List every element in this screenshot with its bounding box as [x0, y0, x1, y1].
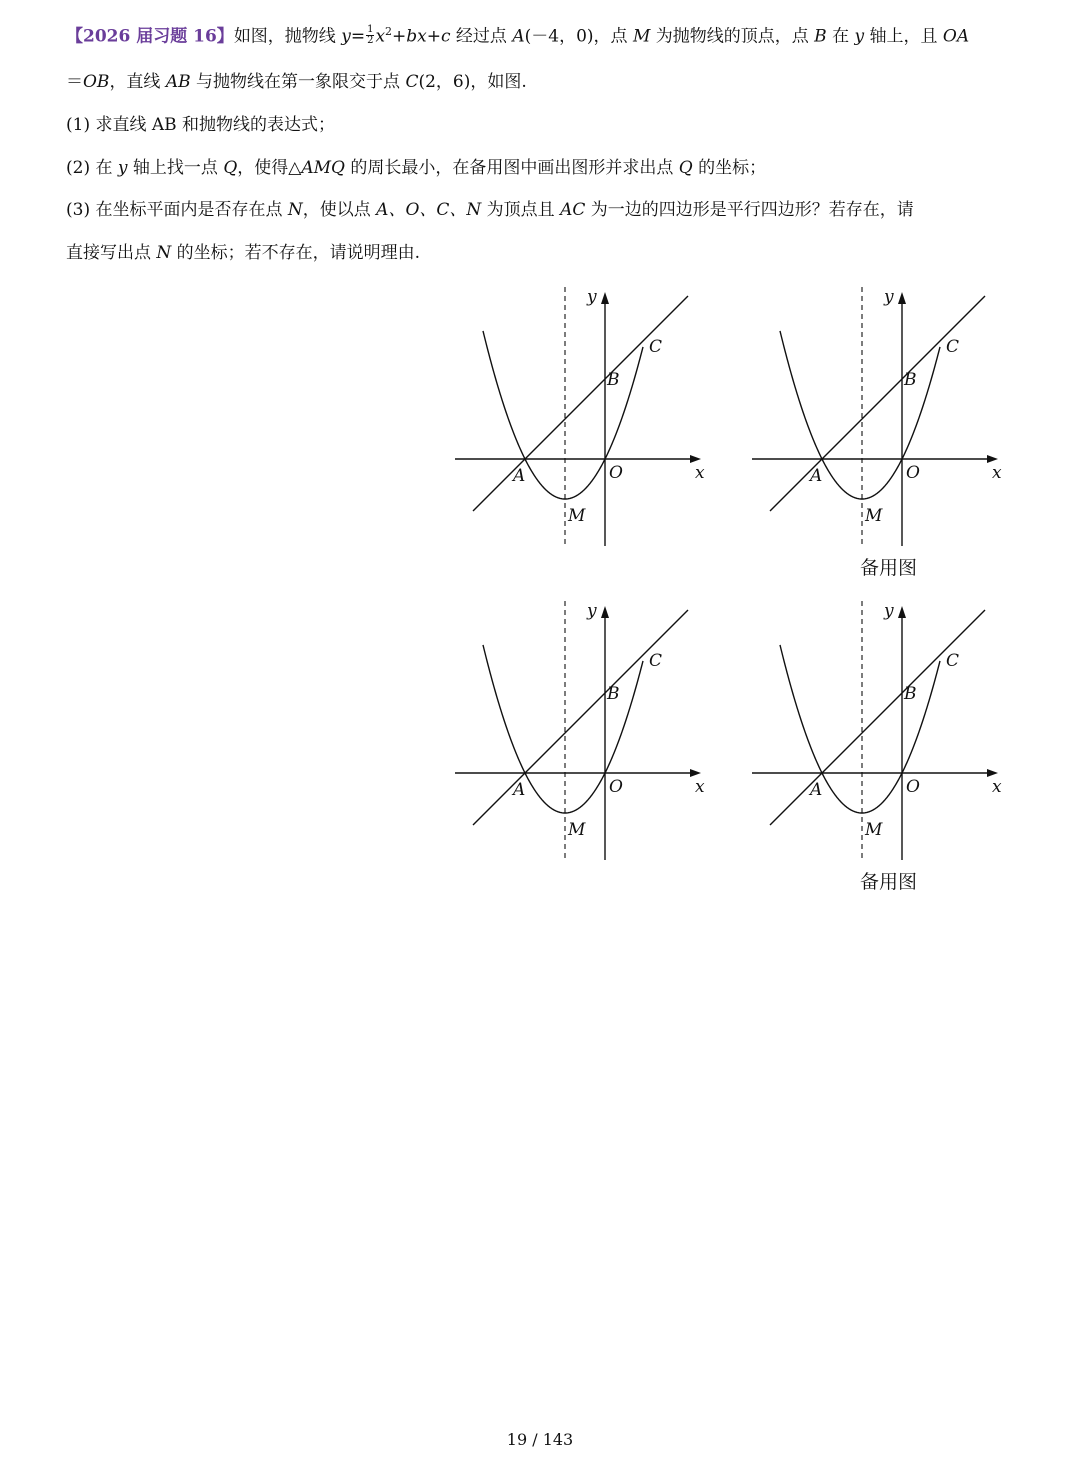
segment-ac: AC	[560, 200, 586, 220]
page-number: 19 / 143	[506, 1430, 574, 1449]
text: (3) 在坐标平面内是否存在点	[66, 200, 288, 220]
point-a-coord: (－4，0)	[524, 26, 594, 47]
segment-ob: OB	[83, 72, 110, 92]
x-axis-arrow	[690, 769, 701, 777]
x-axis-label: x	[695, 463, 705, 483]
point-n-label: N	[156, 243, 172, 263]
text: (2，6)，如图.	[418, 72, 527, 92]
point-a-label: A	[512, 26, 525, 47]
problem-line-1	[66, 20, 969, 49]
text: 直接写出点	[66, 243, 157, 263]
segment-oa: OA	[942, 26, 970, 47]
point-o-label: O	[906, 777, 920, 797]
problem-line-2	[66, 70, 527, 94]
spare-figure-caption: 备用图	[860, 871, 918, 893]
var-x: x	[375, 26, 386, 47]
triangle-amq: AMQ	[301, 158, 345, 178]
text: 为抛物线的顶点，点	[650, 26, 815, 47]
text: 为一边的四边形是平行四边形？若存在，请	[585, 200, 914, 220]
figure-spare-1	[742, 282, 1012, 552]
y-axis-arrow	[601, 606, 609, 618]
y-axis-arrow	[898, 292, 906, 304]
point-a-label: A	[810, 780, 823, 800]
text: 在	[826, 26, 855, 47]
figure-spare-3	[742, 596, 1012, 866]
var-y: y	[341, 26, 351, 47]
x-axis-arrow	[987, 455, 998, 463]
point-b-label: B	[904, 684, 917, 704]
line-ab: AB	[165, 72, 191, 92]
equation-rest: +bx+c	[392, 26, 451, 47]
spare-figure-caption: 备用图	[860, 557, 918, 579]
point-b-label: B	[607, 370, 620, 390]
point-m-label: M	[568, 820, 586, 840]
line-ab	[473, 296, 688, 511]
question-2	[66, 156, 766, 180]
x-axis-label: x	[992, 777, 1002, 797]
figure-spare-2	[445, 596, 715, 866]
line-ab	[770, 296, 985, 511]
point-q-label: Q	[223, 158, 238, 178]
y-axis-label: y	[884, 287, 894, 307]
point-m-label: M	[632, 26, 651, 47]
problem-tag: 【2026 届习题 16】	[66, 26, 234, 47]
fraction-numerator: 1	[367, 23, 374, 35]
text: ，点	[593, 26, 633, 47]
text: ＝	[66, 72, 83, 92]
question-1: (1) 求直线 AB 和抛物线的表达式；	[66, 115, 336, 135]
text: 为顶点且	[481, 200, 561, 220]
text: 轴上，且	[864, 26, 943, 47]
text: ，使得△	[237, 158, 302, 178]
y-axis-label: y	[587, 287, 597, 307]
text: 轴上找一点	[127, 158, 224, 178]
text: 与抛物线在第一象限交于点	[190, 72, 406, 92]
var-y: y	[854, 26, 865, 47]
text: 的周长最小，在备用图中画出图形并求出点	[344, 158, 679, 178]
text: ，直线	[109, 72, 166, 92]
point-n-label: N	[287, 200, 303, 220]
y-axis-arrow	[898, 606, 906, 618]
exponent: 2	[385, 25, 393, 38]
y-axis-label: y	[587, 601, 597, 621]
point-m-label: M	[568, 506, 586, 526]
fraction	[366, 25, 374, 46]
text: =	[350, 26, 366, 47]
point-a-label: A	[810, 466, 823, 486]
x-axis-label: x	[695, 777, 705, 797]
text: 经过点	[450, 26, 513, 47]
point-b-label: B	[904, 370, 917, 390]
text: 的坐标；	[692, 158, 767, 178]
point-q-label: Q	[678, 158, 693, 178]
point-b-label: B	[607, 684, 620, 704]
x-axis-arrow	[690, 455, 701, 463]
x-axis-label: x	[992, 463, 1002, 483]
point-o-label: O	[906, 463, 920, 483]
y-axis-arrow	[601, 292, 609, 304]
point-b-label: B	[814, 26, 827, 47]
point-c-label: C	[405, 72, 419, 92]
question-3-line-2	[66, 241, 420, 265]
point-o-label: O	[609, 463, 623, 483]
fraction-denominator: 2	[367, 34, 374, 46]
x-axis-arrow	[987, 769, 998, 777]
point-m-label: M	[865, 820, 883, 840]
point-a-label: A	[513, 780, 526, 800]
point-c-label: C	[946, 337, 960, 357]
point-a-label: A	[513, 466, 526, 486]
point-c-label: C	[649, 337, 663, 357]
text: 的坐标；若不存在，请说明理由.	[171, 243, 421, 263]
point-c-label: C	[649, 651, 663, 671]
question-3-line-1	[66, 198, 914, 222]
line-ab	[473, 610, 688, 825]
var-y: y	[117, 158, 128, 178]
text: 如图，抛物线	[233, 26, 342, 47]
point-c-label: C	[946, 651, 960, 671]
text: ，使以点	[302, 200, 377, 220]
figure-main	[445, 282, 715, 552]
point-m-label: M	[865, 506, 883, 526]
y-axis-label: y	[884, 601, 894, 621]
text: (2) 在	[66, 158, 118, 178]
line-ab	[770, 610, 985, 825]
points-aocn: A、O、C、N	[376, 200, 482, 220]
point-o-label: O	[609, 777, 623, 797]
